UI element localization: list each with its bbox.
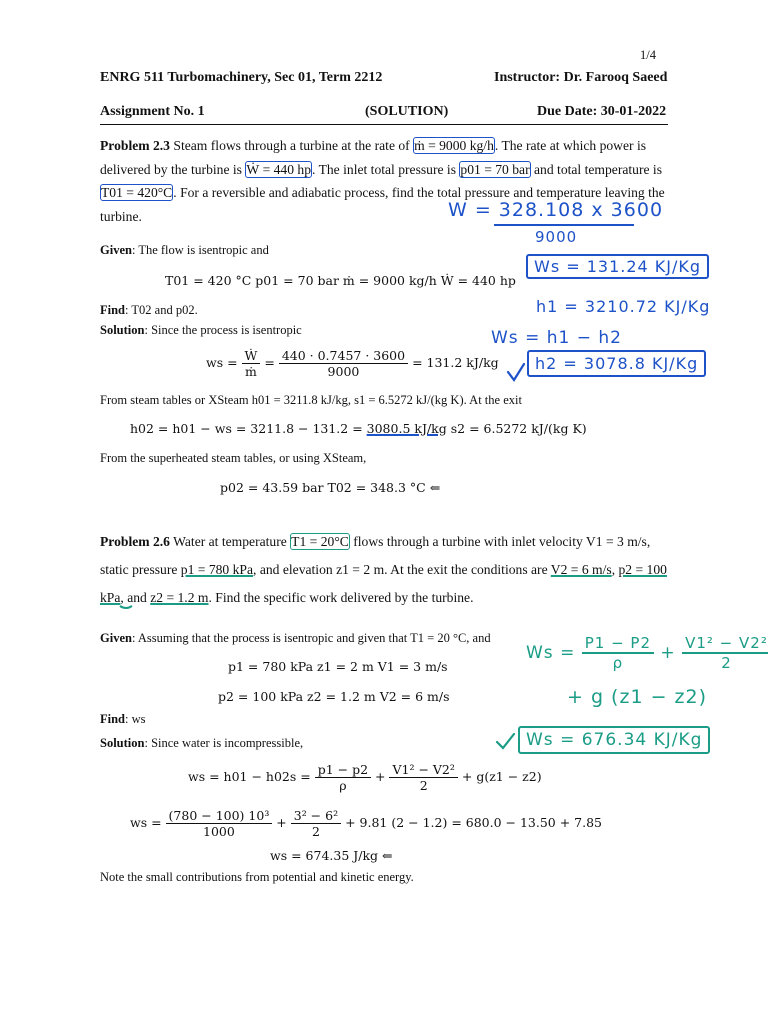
t01-highlight: T01 = 420°C — [101, 185, 173, 200]
ws-numeric-equation: ws = $\frac{\text{(780 − 100) 10³}}{1000}$ + $\frac{\text{3² − 6²}}{2}$ + 9.81 (2 − 1.2) = 680.0 − 13.50 + 7.85 — [130, 808, 603, 839]
page-number: 1/4 — [640, 48, 656, 62]
handwritten-pressure-fraction: $\frac{P1 - P2}{\rho}$ — [582, 634, 654, 672]
handwritten-h1: h1 = 3210.72 KJ/Kg — [536, 297, 711, 316]
problem-2-6-label: Problem 2.6 — [100, 534, 170, 549]
mdot-highlight: ṁ = 9000 kg/h — [414, 138, 494, 153]
numeric-fraction-2: $\frac{\text{3² − 6²}}{2}$ — [291, 808, 341, 839]
handwritten-w-calc: W = 328.108 x 3600 — [448, 199, 664, 221]
given-line-2: Given: Assuming that the process is isentropic and given that T1 = 20 °C, and — [100, 631, 491, 645]
pressure-fraction: $\frac{p1 - p2}{\rho}$ — [315, 762, 371, 793]
handwritten-ws-result-box: Ws = 676.34 KJ/Kg — [518, 726, 710, 754]
p01-highlight: p01 = 70 bar — [460, 161, 530, 177]
ws-equation: ws = $\frac{\text{Ẇ}}{\text{ṁ}}$ = $\frac{440 \cdot 0.7457 \cdot 3600}{9000}$ = 131.2 kJ/kg — [206, 348, 499, 379]
note-line: Note the small contributions from potential and kinetic energy. — [100, 870, 414, 884]
handwritten-gravity-term: + g (z1 − z2) — [567, 686, 708, 708]
kpa-underline-stroke — [120, 606, 132, 608]
problem-2-3-label: Problem 2.3 — [100, 138, 170, 153]
ws-fraction-2: $\frac{440 \cdot 0.7457 \cdot 3600}{9000}$ — [279, 348, 408, 379]
h02-equation: h02 = h01 − ws = 3211.8 − 131.2 = 3080.5 kJ/kg s2 = 6.5272 kJ/(kg K) — [130, 421, 587, 436]
steam-tables-line: From steam tables or XSteam h01 = 3211.8 kJ/kg, s1 = 6.5272 kJ/(kg K). At the exit — [100, 393, 522, 407]
given-equation: T01 = 420 °C p01 = 70 bar ṁ = 9000 kg/h Ẇ = 440 hp — [165, 273, 516, 288]
solution-line: Solution: Since the process is isentropic — [100, 323, 302, 337]
given-equation-2a: p1 = 780 kPa z1 = 2 m V1 = 3 m/s — [228, 659, 448, 674]
p1-underlined: p1 = 780 kPa — [180, 562, 254, 577]
p2-underlined: p2 = 100 kPa — [100, 562, 667, 605]
solution-line-2: Solution: Since water is incompressible, — [100, 736, 304, 750]
solution-label: (SOLUTION) — [365, 104, 449, 119]
handwritten-h2-box: h2 = 3078.8 KJ/Kg — [527, 350, 706, 377]
numeric-fraction-1: $\frac{\text{(780 − 100) 10³}}{1000}$ — [166, 808, 273, 839]
find-line-2: Find: ws — [100, 712, 146, 726]
superheated-line: From the superheated steam tables, or using XSteam, — [100, 451, 367, 465]
given-equation-2b: p2 = 100 kPa z2 = 1.2 m V2 = 6 m/s — [218, 689, 450, 704]
wdot-highlight: Ẇ = 440 hp — [246, 161, 312, 177]
instructor: Instructor: Dr. Farooq Saeed — [494, 70, 668, 85]
due-date: Due Date: 30-01-2022 — [537, 104, 667, 119]
h02-underlined: 3080.5 kJ/kg — [366, 421, 447, 436]
blue-check-icon — [508, 364, 524, 380]
course-title: ENRG 511 Turbomachinery, Sec 01, Term 2212 — [100, 70, 383, 85]
t1-highlight: T1 = 20°C — [291, 534, 349, 549]
green-check-icon — [497, 734, 514, 748]
handwritten-w-denominator: 9000 — [535, 228, 578, 246]
find-line: Find: T02 and p02. — [100, 303, 198, 317]
assignment-number: Assignment No. 1 — [100, 104, 205, 119]
z2-underlined: z2 = 1.2 m — [150, 590, 209, 605]
ws-general-equation: ws = h01 − h02s = $\frac{p1 - p2}{\rho}$ + $\frac{\text{V1² − V2²}}{2}$ + g(z1 − z2) — [188, 762, 542, 793]
handwritten-ws-box: Ws = 131.24 KJ/Kg — [526, 254, 709, 279]
ws-result: ws = 674.35 J/kg ⇐ — [270, 848, 393, 863]
result-equation: p02 = 43.59 bar T02 = 348.3 °C ⇐ — [220, 480, 441, 495]
ws-fraction-1: $\frac{\text{Ẇ}}{\text{ṁ}}$ — [242, 348, 261, 379]
problem-2-3-statement: Problem 2.3 Steam flows through a turbine at the rate of ṁ = 9000 kg/h. The rate at which power is delivered by the turbine is Ẇ = 440 hp. The inlet total pressure is p01 = 70 bar and total temperature is T01 = 420°C. For a reversible and adiabatic process, find the total pressure and temperature leaving the turbine. — [100, 138, 665, 224]
given-line: Given: The flow is isentropic and — [100, 243, 269, 257]
handwritten-ws-formula: Ws = $\frac{P1 - P2}{\rho}$ + $\frac{\text{V1² − V2²}}{2}$ — [526, 634, 768, 672]
handwritten-velocity-fraction: $\frac{\text{V1² − V2²}}{2}$ — [682, 634, 768, 672]
velocity-fraction: $\frac{\text{V1² − V2²}}{2}$ — [389, 762, 457, 793]
v2-underlined: V2 = 6 m/s — [550, 562, 612, 577]
problem-2-6-statement: Problem 2.6 Water at temperature T1 = 20°C flows through a turbine with inlet velocity V1 = 3 m/s, static pressure p1 = 780 kPa, and elevation z1 = 2 m. At the exit the conditions are V2 = 6 m/s, p2 = 100 kPa, and z2 = 1.2 m. Find the specific work delivered by the turbine. — [100, 534, 667, 605]
handwritten-ws-equation: Ws = h1 − h2 — [491, 328, 622, 348]
